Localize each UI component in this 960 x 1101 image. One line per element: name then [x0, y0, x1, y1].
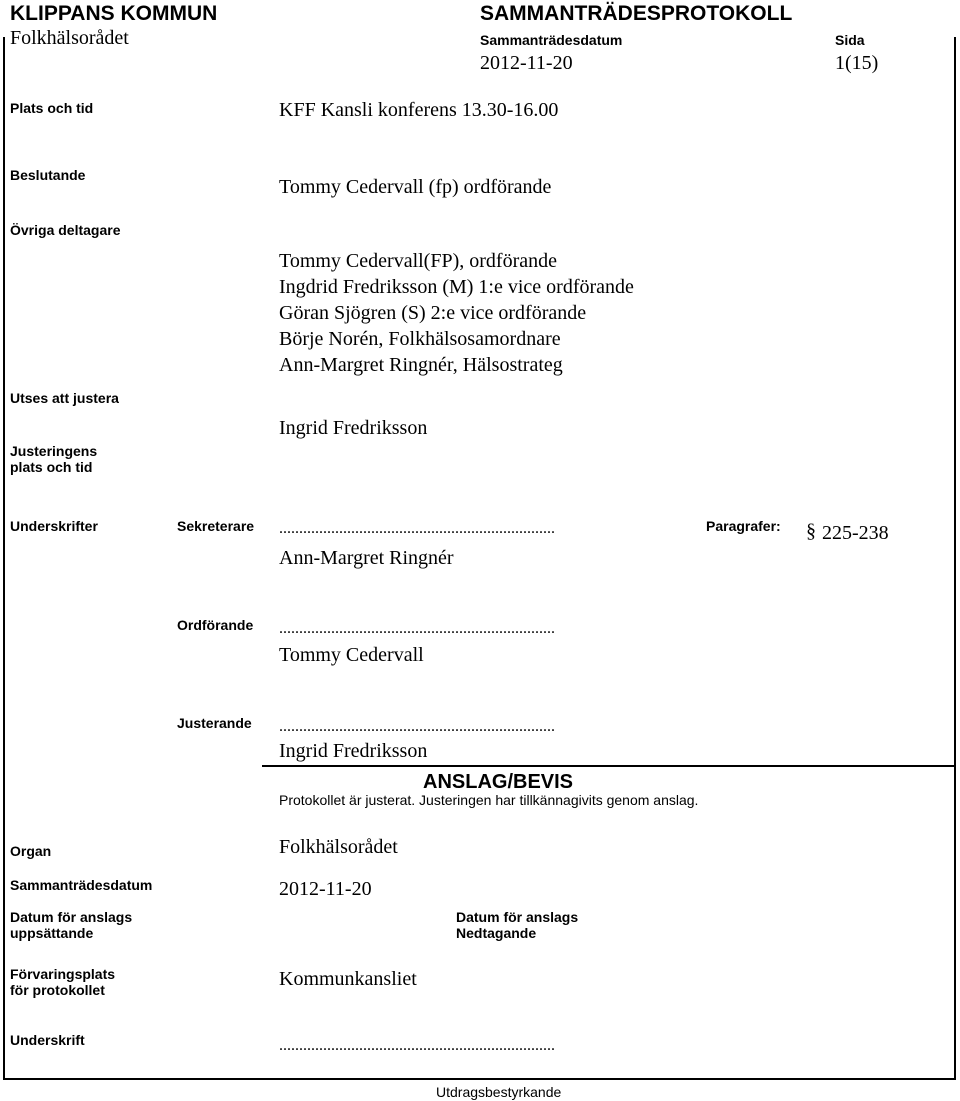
header-date-value: 2012-11-20 — [480, 52, 573, 74]
others-label: Övriga deltagare — [10, 222, 121, 238]
others-list — [279, 248, 634, 378]
deciding-label: Beslutande — [10, 167, 86, 183]
others-list-item: Börje Norén, Folkhälsosamordnare — [279, 328, 561, 350]
storage-label: Förvaringsplats för protokollet — [10, 966, 116, 998]
signature-label: Underskrift — [10, 1032, 85, 1048]
justifier-label: Justerande — [177, 715, 252, 731]
others-list-item: Ingdrid Fredriksson (M) 1:e vice ordförande — [279, 276, 634, 298]
secretary-name: Ann-Margret Ringnér — [279, 547, 454, 569]
footer-text: Utdragsbestyrkande — [436, 1084, 562, 1100]
header-page-label: Sida — [835, 32, 865, 48]
place-value: KFF Kansli konferens 13.30-16.00 — [279, 99, 559, 121]
justifier-name: Ingrid Fredriksson — [279, 740, 428, 762]
others-list-item: Ann-Margret Ringnér, Hälsostrateg — [279, 354, 563, 376]
adjuster-label: Utses att justera — [10, 390, 119, 406]
section-divider — [262, 765, 956, 767]
adjust-place-label: Justeringens plats och tid — [10, 443, 98, 475]
place-label: Plats och tid — [10, 100, 94, 116]
signatures-label: Underskrifter — [10, 518, 98, 534]
posted-date-label: Datum för anslags uppsättande — [10, 909, 133, 941]
notice-title: ANSLAG/BEVIS — [423, 771, 574, 793]
header-page-value: 1(15) — [835, 52, 879, 74]
paragraph-mark: § — [806, 520, 816, 542]
organ-label: Organ — [10, 843, 52, 859]
justifier-signature-line: ..................................................................... — [279, 718, 555, 735]
chair-label: Ordförande — [177, 617, 254, 633]
others-list-item: Göran Sjögren (S) 2:e vice ordförande — [279, 302, 587, 324]
removed-date-label: Datum för anslags Nedtagande — [456, 909, 579, 941]
deciding-value: Tommy Cedervall (fp) ordförande — [279, 176, 552, 198]
organ-value: Folkhälsorådet — [279, 836, 398, 858]
unit-name: Folkhälsorådet — [10, 27, 129, 49]
others-list-item: Tommy Cedervall(FP), ordförande — [279, 250, 557, 272]
paragraphs-value: 225-238 — [822, 522, 889, 544]
secretary-signature-line: ..................................................................... — [279, 520, 555, 537]
document-title: SAMMANTRÄDESPROTOKOLL — [480, 2, 793, 25]
org-name: KLIPPANS KOMMUN — [10, 2, 218, 25]
notice-date-value: 2012-11-20 — [279, 878, 372, 900]
signature-line: ..................................................................... — [279, 1037, 555, 1054]
storage-value: Kommunkansliet — [279, 968, 417, 990]
notice-text: Protokollet är justerat. Justeringen har tillkännagivits genom anslag. — [279, 792, 699, 808]
paragraphs-label: Paragrafer: — [706, 518, 781, 534]
header-date-label: Sammanträdesdatum — [480, 32, 623, 48]
chair-signature-line: ..................................................................... — [279, 620, 555, 637]
secretary-label: Sekreterare — [177, 518, 255, 534]
notice-date-label: Sammanträdesdatum — [10, 877, 153, 893]
chair-name: Tommy Cedervall — [279, 644, 424, 666]
adjuster-value: Ingrid Fredriksson — [279, 417, 428, 439]
